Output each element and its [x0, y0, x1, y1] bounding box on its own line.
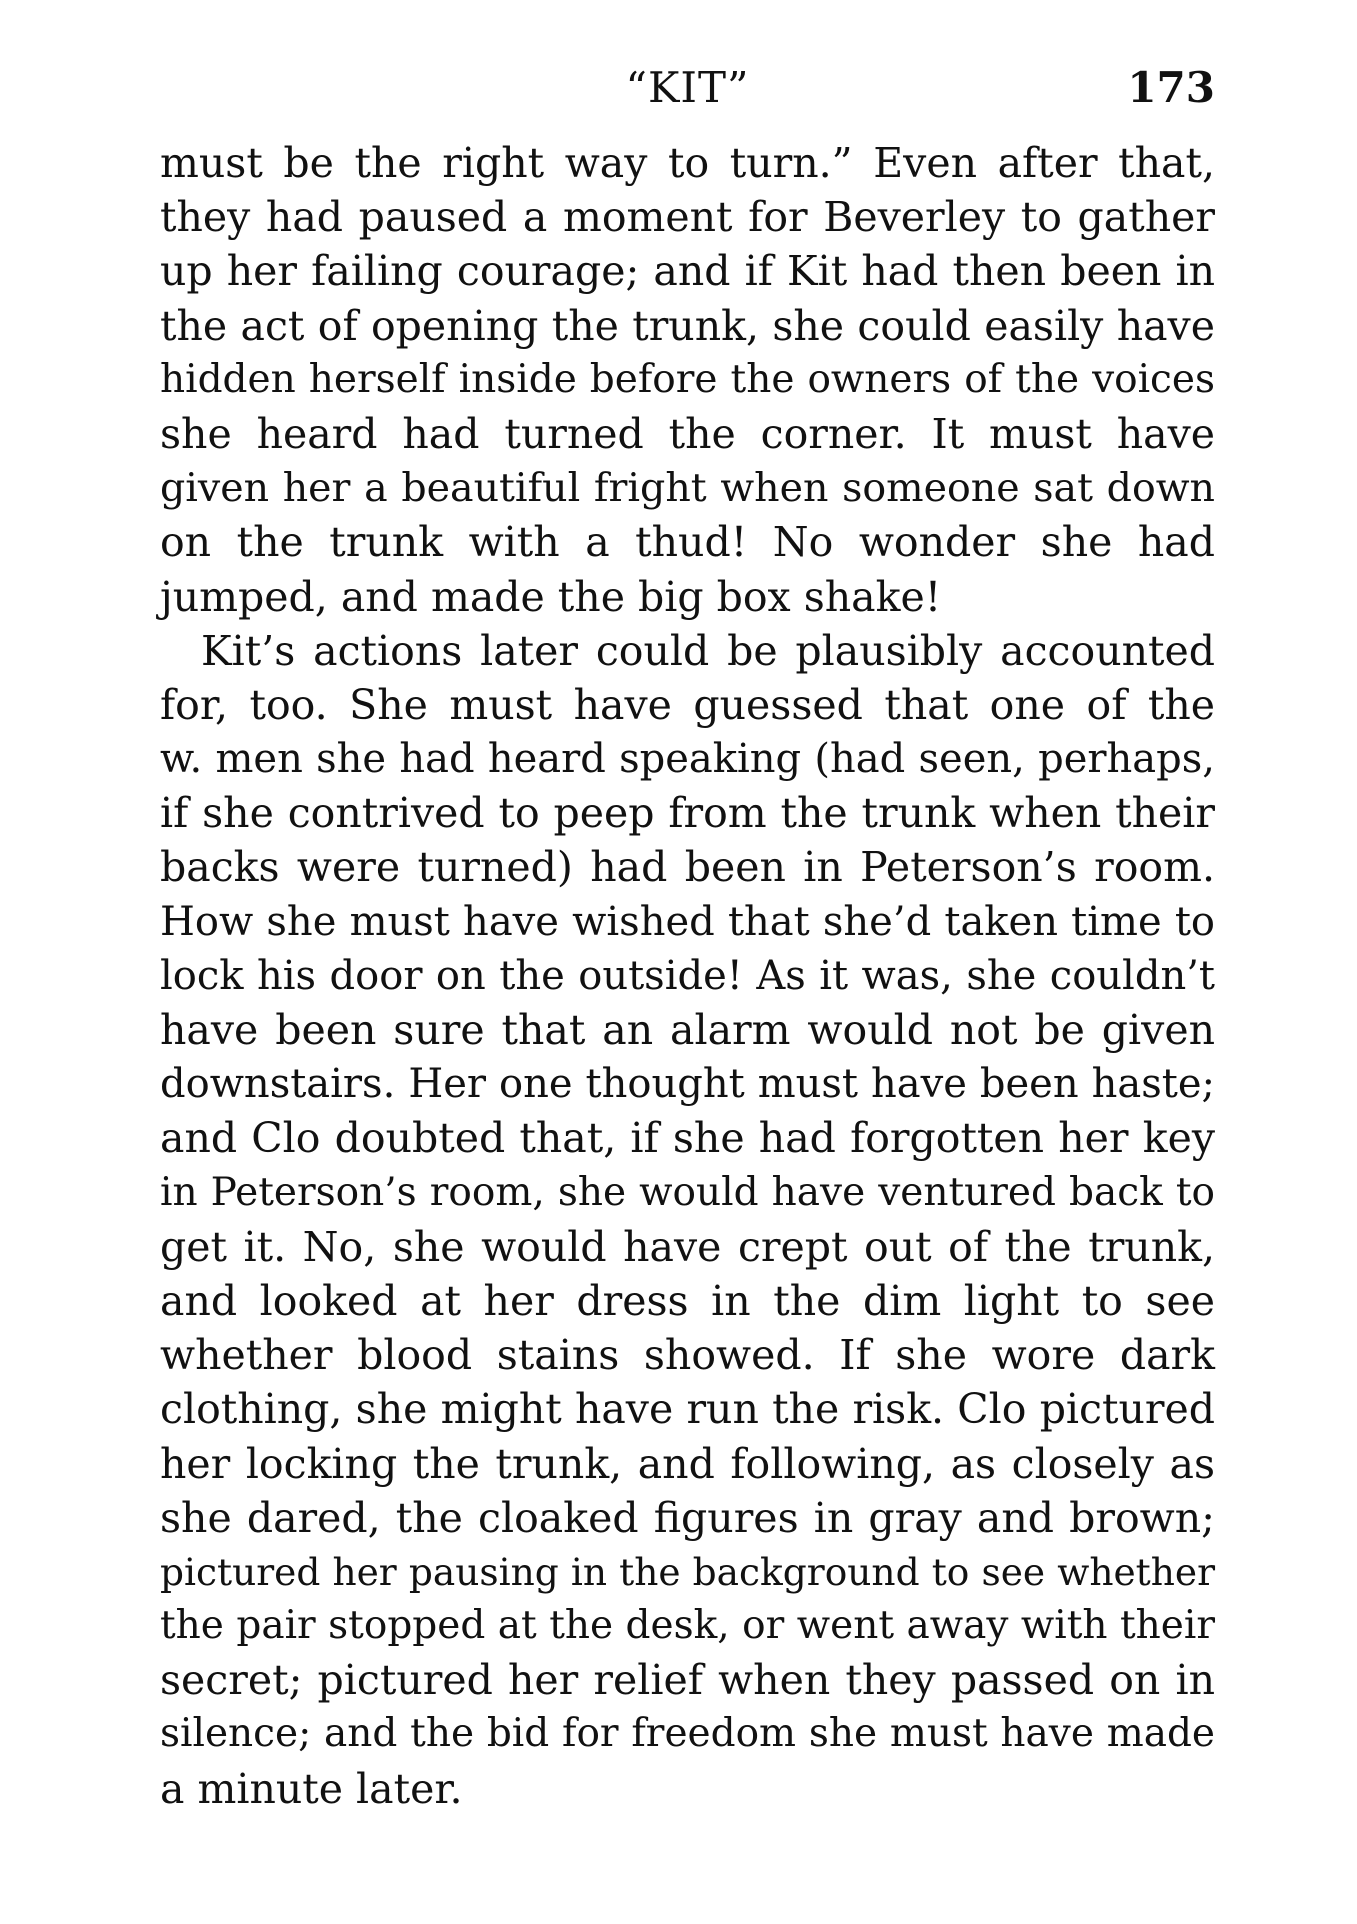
text-line: How she must have wished that she’d taken time to: [160, 898, 1215, 945]
text-line: on the trunk with a thud! No wonder she had: [160, 518, 1215, 567]
text-line: a minute later.: [160, 1764, 463, 1813]
text-line: backs were turned) had been in Peterson’s room.: [160, 843, 1215, 892]
paragraph: [160, 624, 1215, 1816]
text-line: jumped, and made the big box shake!: [160, 572, 942, 621]
text-line: and looked at her dress in the dim light to see: [160, 1276, 1215, 1325]
text-line: w. men she had heard speaking (had seen, perhaps,: [160, 736, 1215, 783]
text-line: downstairs. Her one thought must have been haste;: [160, 1061, 1215, 1108]
text-line: the act of opening the trunk, she could easily have: [160, 301, 1215, 350]
text-line: in Peterson’s room, she would have ventured back to: [160, 1169, 1215, 1215]
text-line: given her a beautiful fright when someone sat down: [160, 465, 1215, 512]
text-line: whether blood stains showed. If she wore dark: [160, 1331, 1215, 1380]
paragraph: [160, 136, 1215, 624]
running-head: [160, 58, 1215, 118]
body-text: [160, 136, 1215, 1816]
text-line: and Clo doubted that, if she had forgotten her key: [160, 1114, 1215, 1163]
text-line: must be the right way to turn.” Even after that,: [160, 139, 1215, 187]
text-line: her locking the trunk, and following, as closely as: [160, 1439, 1215, 1488]
text-line: silence; and the bid for freedom she must have made: [160, 1711, 1215, 1757]
chapter-title: “KIT”: [625, 63, 750, 112]
text-line: hidden herself inside before the owners of the voices: [160, 356, 1215, 402]
text-line: she heard had turned the corner. It must have: [160, 409, 1215, 458]
text-line: clothing, she might have run the risk. Clo pictured: [160, 1385, 1215, 1434]
text-line: get it. No, she would have crept out of the trunk,: [160, 1222, 1215, 1271]
text-line: if she contrived to peep from the trunk when their: [160, 789, 1215, 838]
text-line: up her failing courage; and if Kit had then been in: [160, 247, 1215, 296]
text-line: Kit’s actions later could be plausibly accounted: [201, 626, 1215, 675]
text-line: the pair stopped at the desk, or went away with their: [160, 1603, 1215, 1649]
text-line: she dared, the cloaked figures in gray and brown;: [160, 1493, 1215, 1542]
text-line: have been sure that an alarm would not be given: [160, 1006, 1215, 1054]
text-line: lock his door on the outside! As it was, she couldn’t: [160, 952, 1215, 999]
text-line: they had paused a moment for Beverley to gather: [160, 193, 1215, 242]
page-number: 173: [1127, 63, 1215, 112]
text-line: pictured her pausing in the background to see whether: [160, 1549, 1215, 1594]
text-line: secret; pictured her relief when they passed on in: [160, 1656, 1215, 1705]
text-line: for, too. She must have guessed that one of the: [160, 680, 1215, 729]
